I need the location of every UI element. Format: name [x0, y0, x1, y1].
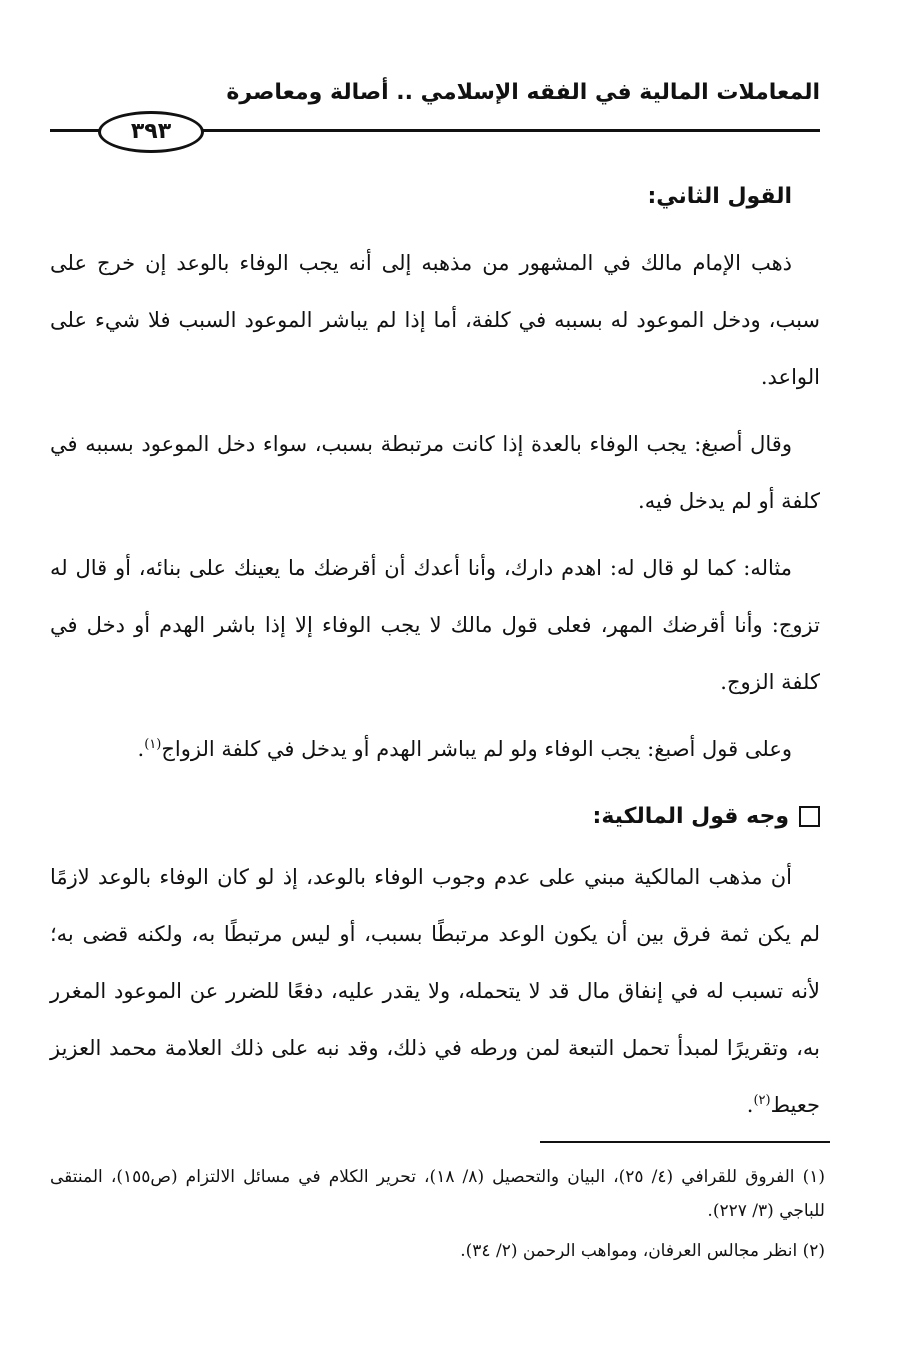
paragraph-asbagh-example	[50, 721, 820, 778]
footnote-ref-1: (١)	[144, 737, 162, 752]
second-opinion-heading: القول الثاني:	[647, 184, 792, 209]
footnote-ref-2: (٢)	[753, 1093, 771, 1108]
paragraph-end-mark: .	[746, 1093, 754, 1117]
footnote-1: (١) الفروق للقرافي (٤/ ٢٥)، البيان والتحصيل (٨/ ١٨)، تحرير الكلام في مسائل الالتزام (ص١٥٥)، المنتقى للباجي (٣/ ٢٢٧).	[50, 1167, 825, 1221]
square-bullet-icon	[799, 806, 820, 827]
section-heading-maliki-view	[50, 788, 820, 845]
section-heading-text: وجه قول المالكية:	[592, 804, 789, 829]
footnote-rule	[540, 1141, 830, 1143]
paragraph-asbagh-opinion: وقال أصبغ: يجب الوفاء بالعدة إذا كانت مرتبطة بسبب، سواء دخل الموعود بسببه في كلفة أو لم يدخل فيه.	[50, 432, 820, 513]
paragraph-example: مثاله: كما لو قال له: اهدم دارك، وأنا أعدك أن أقرضك ما يعينك على بنائه، أو قال له تزوج: وأنا أقرضك المهر، فعلى قول مالك لا يجب الوفاء إلا إذا باشر الهدم أو دخل في كلفة الزوج.	[50, 556, 820, 694]
paragraph-malik-opinion: ذهب الإمام مالك في المشهور من مذهبه إلى أنه يجب الوفاء بالوعد إن خرج على سبب، ودخل الموعود له بسببه في كلفة، أما إذا لم يباشر الموعود السبب فلا شيء على الواعد.	[50, 251, 820, 389]
paragraph-maliki-reasoning-text: أن مذهب المالكية مبني على عدم وجوب الوفاء بالوعد، إذ لو كان الوفاء بالوعد لازمًا لم يكن ثمة فرق بين أن يكون الوعد مرتبطًا بسبب، أو ليس مرتبطًا به، ولكنه قضى به؛ لأنه تسبب له في إنفاق مال قد لا يتحمله، ولا يقدر عليه، دفعًا للضرر عن الموعود المغرر به، وتقريرًا لمبدأ تحمل التبعة لمن ورطه في ذلك، وقد نبه على ذلك العلامة محمد العزيز جعيط	[50, 865, 820, 1117]
paragraph-end-mark: .	[137, 737, 145, 761]
page-number: ٣٩٣	[98, 111, 204, 153]
footnotes	[50, 1160, 825, 1274]
main-text	[50, 168, 820, 1144]
paragraph-asbagh-example-text: وعلى قول أصبغ: يجب الوفاء ولو لم يباشر الهدم أو يدخل في كلفة الزواج	[161, 737, 792, 761]
paragraph-maliki-reasoning	[50, 849, 820, 1134]
footnote-2: (٢) انظر مجالس العرفان، ومواهب الرحمن (٢/ ٣٤).	[460, 1241, 825, 1261]
running-head-title: المعاملات المالية في الفقه الإسلامي .. أصالة ومعاصرة	[226, 80, 820, 105]
